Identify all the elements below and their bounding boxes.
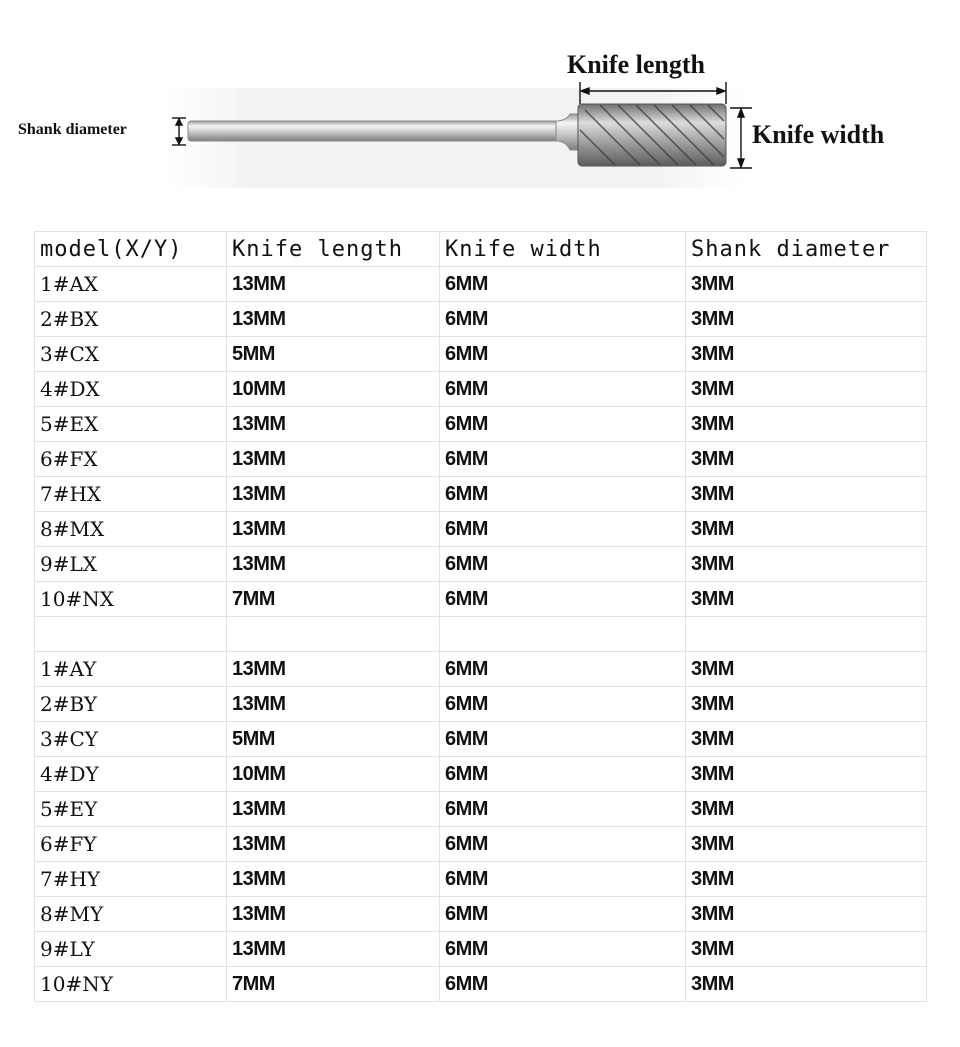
cell-model: 1#AX (35, 267, 227, 302)
cell-knife-length: 13MM (227, 792, 440, 827)
table-row (35, 617, 927, 652)
cell-knife-length: 13MM (227, 897, 440, 932)
cell-model: 2#BY (35, 687, 227, 722)
table-body (35, 267, 927, 1002)
table-row (35, 827, 927, 862)
cell-model: 3#CX (35, 337, 227, 372)
table-header (35, 232, 927, 267)
cell-model: 10#NX (35, 582, 227, 617)
cell-knife-width: 6MM (440, 862, 686, 897)
cell-shank-diameter: 3MM (686, 687, 927, 722)
table-row (35, 442, 927, 477)
cell-shank-diameter: 3MM (686, 722, 927, 757)
header-knife-width: Knife width (440, 232, 686, 267)
cell-shank-diameter: 3MM (686, 897, 927, 932)
knife-head-shape (578, 104, 726, 166)
cell-model (35, 617, 227, 652)
table-row (35, 897, 927, 932)
cell-shank-diameter: 3MM (686, 582, 927, 617)
cell-model: 5#EX (35, 407, 227, 442)
cell-knife-width: 6MM (440, 827, 686, 862)
header-shank-diameter: Shank diameter (686, 232, 927, 267)
cell-shank-diameter: 3MM (686, 862, 927, 897)
table-row (35, 792, 927, 827)
cell-shank-diameter: 3MM (686, 302, 927, 337)
cell-knife-length: 7MM (227, 967, 440, 1002)
cell-model: 7#HX (35, 477, 227, 512)
cell-model: 3#CY (35, 722, 227, 757)
cell-shank-diameter: 3MM (686, 757, 927, 792)
cell-knife-length: 13MM (227, 862, 440, 897)
cell-model: 4#DY (35, 757, 227, 792)
table-row (35, 302, 927, 337)
product-diagram (0, 0, 960, 205)
cell-knife-width: 6MM (440, 687, 686, 722)
spec-table (34, 231, 927, 1002)
cell-shank-diameter: 3MM (686, 652, 927, 687)
cell-knife-width: 6MM (440, 932, 686, 967)
cell-shank-diameter: 3MM (686, 967, 927, 1002)
table-row (35, 372, 927, 407)
cell-knife-length: 13MM (227, 652, 440, 687)
knife-width-label: Knife width (752, 120, 885, 149)
cell-shank-diameter: 3MM (686, 547, 927, 582)
cell-shank-diameter: 3MM (686, 477, 927, 512)
cell-knife-width: 6MM (440, 302, 686, 337)
cell-model: 6#FX (35, 442, 227, 477)
cell-knife-width: 6MM (440, 477, 686, 512)
cell-knife-length: 13MM (227, 407, 440, 442)
cell-shank-diameter: 3MM (686, 267, 927, 302)
cell-knife-width: 6MM (440, 337, 686, 372)
cell-knife-length: 13MM (227, 512, 440, 547)
cell-shank-diameter: 3MM (686, 512, 927, 547)
cell-model: 1#AY (35, 652, 227, 687)
table-row (35, 407, 927, 442)
cell-model: 7#HY (35, 862, 227, 897)
cell-knife-width: 6MM (440, 757, 686, 792)
table-row (35, 757, 927, 792)
cell-model: 9#LX (35, 547, 227, 582)
cell-shank-diameter: 3MM (686, 372, 927, 407)
table-row (35, 967, 927, 1002)
cell-knife-width: 6MM (440, 442, 686, 477)
cell-knife-length (227, 617, 440, 652)
cell-shank-diameter: 3MM (686, 827, 927, 862)
cell-knife-width: 6MM (440, 547, 686, 582)
cell-model: 4#DX (35, 372, 227, 407)
table-row (35, 337, 927, 372)
table-row (35, 547, 927, 582)
cell-knife-length: 13MM (227, 547, 440, 582)
cell-knife-length: 5MM (227, 722, 440, 757)
cell-model: 5#EY (35, 792, 227, 827)
table-row (35, 687, 927, 722)
table-row (35, 932, 927, 967)
cell-knife-width: 6MM (440, 722, 686, 757)
table-row (35, 582, 927, 617)
table-row (35, 267, 927, 302)
cell-knife-length: 13MM (227, 827, 440, 862)
cell-shank-diameter (686, 617, 927, 652)
cell-knife-length: 13MM (227, 442, 440, 477)
cell-knife-width: 6MM (440, 512, 686, 547)
header-knife-length: Knife length (227, 232, 440, 267)
header-model: model(X/Y) (35, 232, 227, 267)
knife-length-label: Knife length (567, 50, 705, 79)
cell-knife-length: 13MM (227, 302, 440, 337)
cell-knife-length: 13MM (227, 267, 440, 302)
cell-knife-width: 6MM (440, 582, 686, 617)
cell-shank-diameter: 3MM (686, 337, 927, 372)
header-row (35, 232, 927, 267)
cell-knife-length: 13MM (227, 932, 440, 967)
cell-model: 8#MX (35, 512, 227, 547)
cell-shank-diameter: 3MM (686, 442, 927, 477)
cell-model: 6#FY (35, 827, 227, 862)
cell-knife-width: 6MM (440, 897, 686, 932)
cell-knife-length: 13MM (227, 687, 440, 722)
cell-knife-width: 6MM (440, 967, 686, 1002)
table-row (35, 652, 927, 687)
cell-model: 2#BX (35, 302, 227, 337)
cell-model: 9#LY (35, 932, 227, 967)
shank-diameter-label: Shank diameter (18, 121, 127, 138)
cell-shank-diameter: 3MM (686, 792, 927, 827)
cell-knife-length: 10MM (227, 372, 440, 407)
cell-knife-length: 7MM (227, 582, 440, 617)
cell-model: 8#MY (35, 897, 227, 932)
burr-bit-image (0, 0, 960, 205)
table-row (35, 862, 927, 897)
table-row (35, 512, 927, 547)
cell-knife-length: 10MM (227, 757, 440, 792)
cell-shank-diameter: 3MM (686, 932, 927, 967)
cell-knife-width: 6MM (440, 372, 686, 407)
cell-knife-width (440, 617, 686, 652)
cell-knife-length: 13MM (227, 477, 440, 512)
cell-knife-width: 6MM (440, 267, 686, 302)
cell-model: 10#NY (35, 967, 227, 1002)
cell-knife-length: 5MM (227, 337, 440, 372)
cell-shank-diameter: 3MM (686, 407, 927, 442)
cell-knife-width: 6MM (440, 652, 686, 687)
table-row (35, 477, 927, 512)
cell-knife-width: 6MM (440, 407, 686, 442)
table-row (35, 722, 927, 757)
cell-knife-width: 6MM (440, 792, 686, 827)
